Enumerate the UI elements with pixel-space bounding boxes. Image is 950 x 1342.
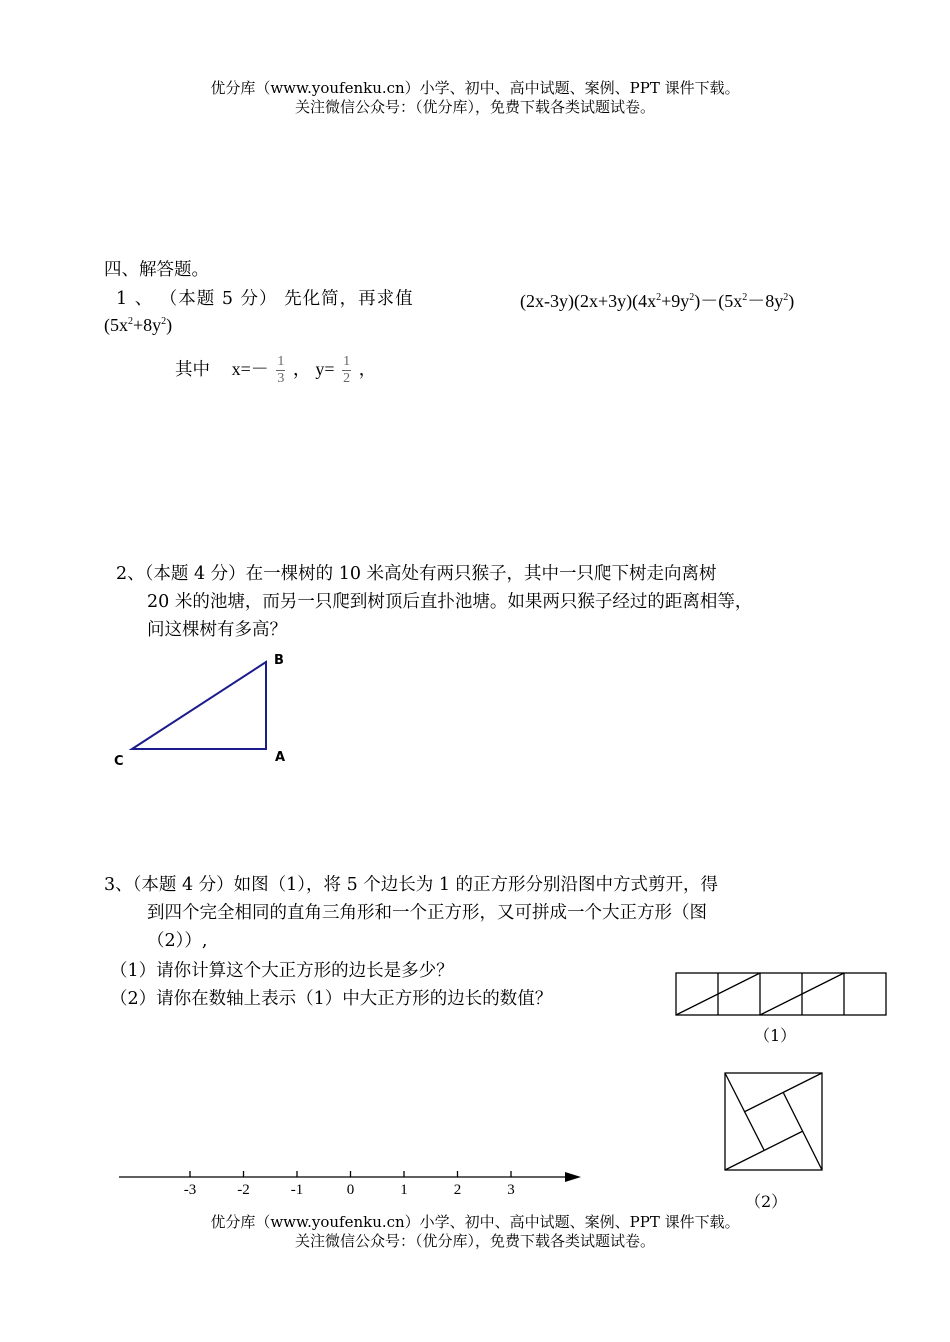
figure-2-big-square <box>722 1070 826 1174</box>
q2-line-2: 20 米的池塘，而另一只爬到树顶后直扑池塘。如果两只猴子经过的距离相等， <box>147 592 753 612</box>
point-c-label: C <box>114 754 124 769</box>
q1-where-label: 其中 <box>175 360 210 380</box>
figure-2-caption: （2） <box>745 1192 788 1211</box>
q1-y-label: ， y= <box>292 359 335 379</box>
q3-sub-question-1: （1）请你计算这个大正方形的边长是多少？ <box>110 961 454 981</box>
number-line-tick-label: 2 <box>453 1182 462 1198</box>
q2-triangle <box>132 662 266 749</box>
number-line-tick-label: -2 <box>237 1182 250 1198</box>
number-line-arrow <box>565 1172 581 1182</box>
q1-x-denominator: 3 <box>277 371 285 386</box>
figure-1-caption: （1） <box>754 1026 797 1045</box>
q1-lead: 1 、 （本题 5 分） 先化简，再求值 <box>116 289 414 309</box>
section-title: 四、解答题。 <box>104 260 209 280</box>
q1-y-fraction <box>342 354 351 387</box>
q1-x-numerator: 1 <box>277 354 285 369</box>
number-line <box>115 1160 585 1200</box>
q3-line-2: 到四个完全相同的直角三角形和一个正方形，又可拼成一个大正方形（图 <box>147 903 707 923</box>
figure-2-outline <box>725 1073 822 1170</box>
q2-line-3: 问这棵树有多高？ <box>147 620 287 640</box>
point-a-label: A <box>275 750 286 765</box>
q1-tail: ， <box>358 360 377 380</box>
figure-2-frame <box>725 1073 822 1170</box>
figure-1-five-squares <box>673 970 889 1018</box>
q1-x-label: x=－ <box>231 359 269 379</box>
q2-triangle-figure <box>100 645 320 775</box>
q1-expression: $(2x-3y)(2x+3y)(4x^2+9y^2)-(5x^2-8y^2)$ <box>520 291 795 311</box>
figure-1-outline <box>676 973 886 1015</box>
number-line-tick-label: -3 <box>183 1182 197 1198</box>
q2-line-1: 2、（本题 4 分）在一棵树的 10 米高处有两只猴子，其中一只爬下树走向离树 <box>116 564 717 584</box>
q1-y-numerator: 1 <box>343 354 351 369</box>
number-line-tick-label: 3 <box>507 1182 515 1198</box>
number-line-tick-label: 0 <box>346 1182 355 1198</box>
number-line-tick-label: -1 <box>290 1182 304 1198</box>
number-line-ticks <box>184 1171 515 1198</box>
footer-line-1: 优分库（www.youfenku.cn）小学、初中、高中试题、案例、PPT 课件下载。 <box>210 1213 740 1231</box>
q3-line-1: 3、（本题 4 分）如图（1），将 5 个边长为 1 的正方形分别沿图中方式剪开，得 <box>104 875 719 895</box>
q1-x-fraction <box>276 354 285 387</box>
q3-line-3: （2））, <box>147 931 208 951</box>
header-line-2: 关注微信公众号：（优分库），免费下载各类试题试卷。 <box>294 98 655 116</box>
q1-expression-line2: $(5x^2+8y^2)$ <box>104 315 173 335</box>
figure-2-cut-line <box>725 1131 803 1170</box>
point-b-label: B <box>274 653 284 668</box>
number-line-tick-label: 1 <box>400 1182 408 1198</box>
q1-y-denominator: 2 <box>343 371 351 386</box>
header-line-1: 优分库（www.youfenku.cn）小学、初中、高中试题、案例、PPT 课件下载。 <box>210 79 740 97</box>
q1-condition <box>175 354 376 387</box>
q3-sub-question-2: （2）请你在数轴上表示（1）中大正方形的边长的数值？ <box>110 989 553 1009</box>
footer-line-2: 关注微信公众号：（优分库），免费下载各类试题试卷。 <box>294 1232 655 1250</box>
